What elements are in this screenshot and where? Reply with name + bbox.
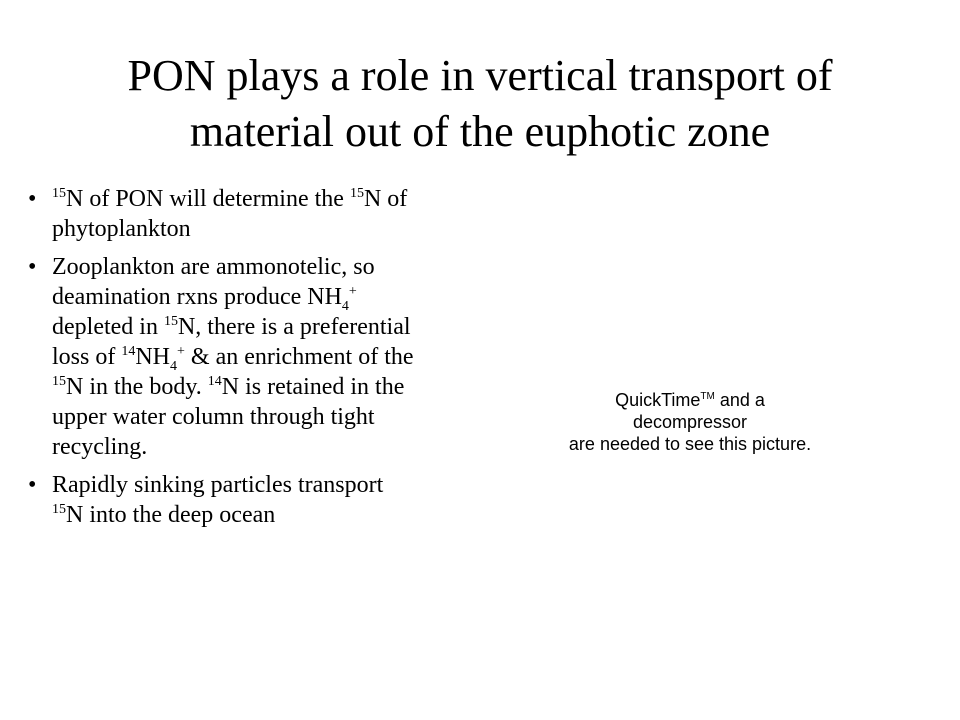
- subscript: 4: [341, 298, 349, 314]
- superscript: 15: [349, 186, 364, 201]
- bullet-marker: •: [28, 254, 37, 280]
- superscript: +: [177, 344, 185, 359]
- placeholder-line-3: are needed to see this picture.: [568, 434, 812, 454]
- superscript: 14: [207, 374, 222, 389]
- quicktime-placeholder: [520, 386, 860, 455]
- bullet-item: [28, 470, 418, 530]
- bullet-text: N in the body.: [66, 374, 208, 400]
- bullet-text: depleted in: [52, 314, 164, 340]
- bullet-item: [28, 252, 418, 462]
- superscript: +: [348, 284, 357, 299]
- bullet-text: N into the deep ocean: [66, 502, 276, 528]
- placeholder-line-1: [520, 386, 860, 411]
- bullet-text: Rapidly sinking particles transport: [52, 472, 384, 498]
- superscript: 15: [52, 186, 66, 201]
- bullet-text: & an enrichment of the: [184, 344, 414, 370]
- superscript: 14: [121, 344, 136, 359]
- superscript: 15: [52, 374, 66, 389]
- bullet-text: NH: [135, 344, 171, 370]
- placeholder-line-2: decompressor: [632, 412, 748, 432]
- slide-title-line-2: material out of the euphotic zone: [189, 107, 771, 156]
- placeholder-quicktime-text: QuickTime: [615, 390, 701, 410]
- superscript: 15: [52, 502, 66, 517]
- bullet-marker: •: [28, 472, 37, 498]
- slide-title-line-1: PON plays a role in vertical transport of: [127, 51, 833, 100]
- bullet-list: [28, 184, 418, 538]
- placeholder-line-1-rest: and a: [714, 390, 765, 410]
- bullet-text: N is retained in the upper water column through tight recycling.: [52, 374, 405, 460]
- trademark-mark: TM: [700, 391, 715, 402]
- bullet-text: N, there is a preferential loss of: [52, 314, 411, 370]
- slide-title: [40, 48, 920, 160]
- bullet-item: [28, 184, 418, 244]
- bullet-marker: •: [28, 186, 37, 212]
- bullet-text: Zooplankton are ammonotelic, so deamination rxns produce NH: [52, 254, 375, 310]
- bullet-text: N of phytoplankton: [52, 186, 408, 242]
- superscript: 15: [163, 314, 178, 329]
- bullet-text: N of PON will determine the: [66, 186, 350, 212]
- subscript: 4: [170, 358, 178, 374]
